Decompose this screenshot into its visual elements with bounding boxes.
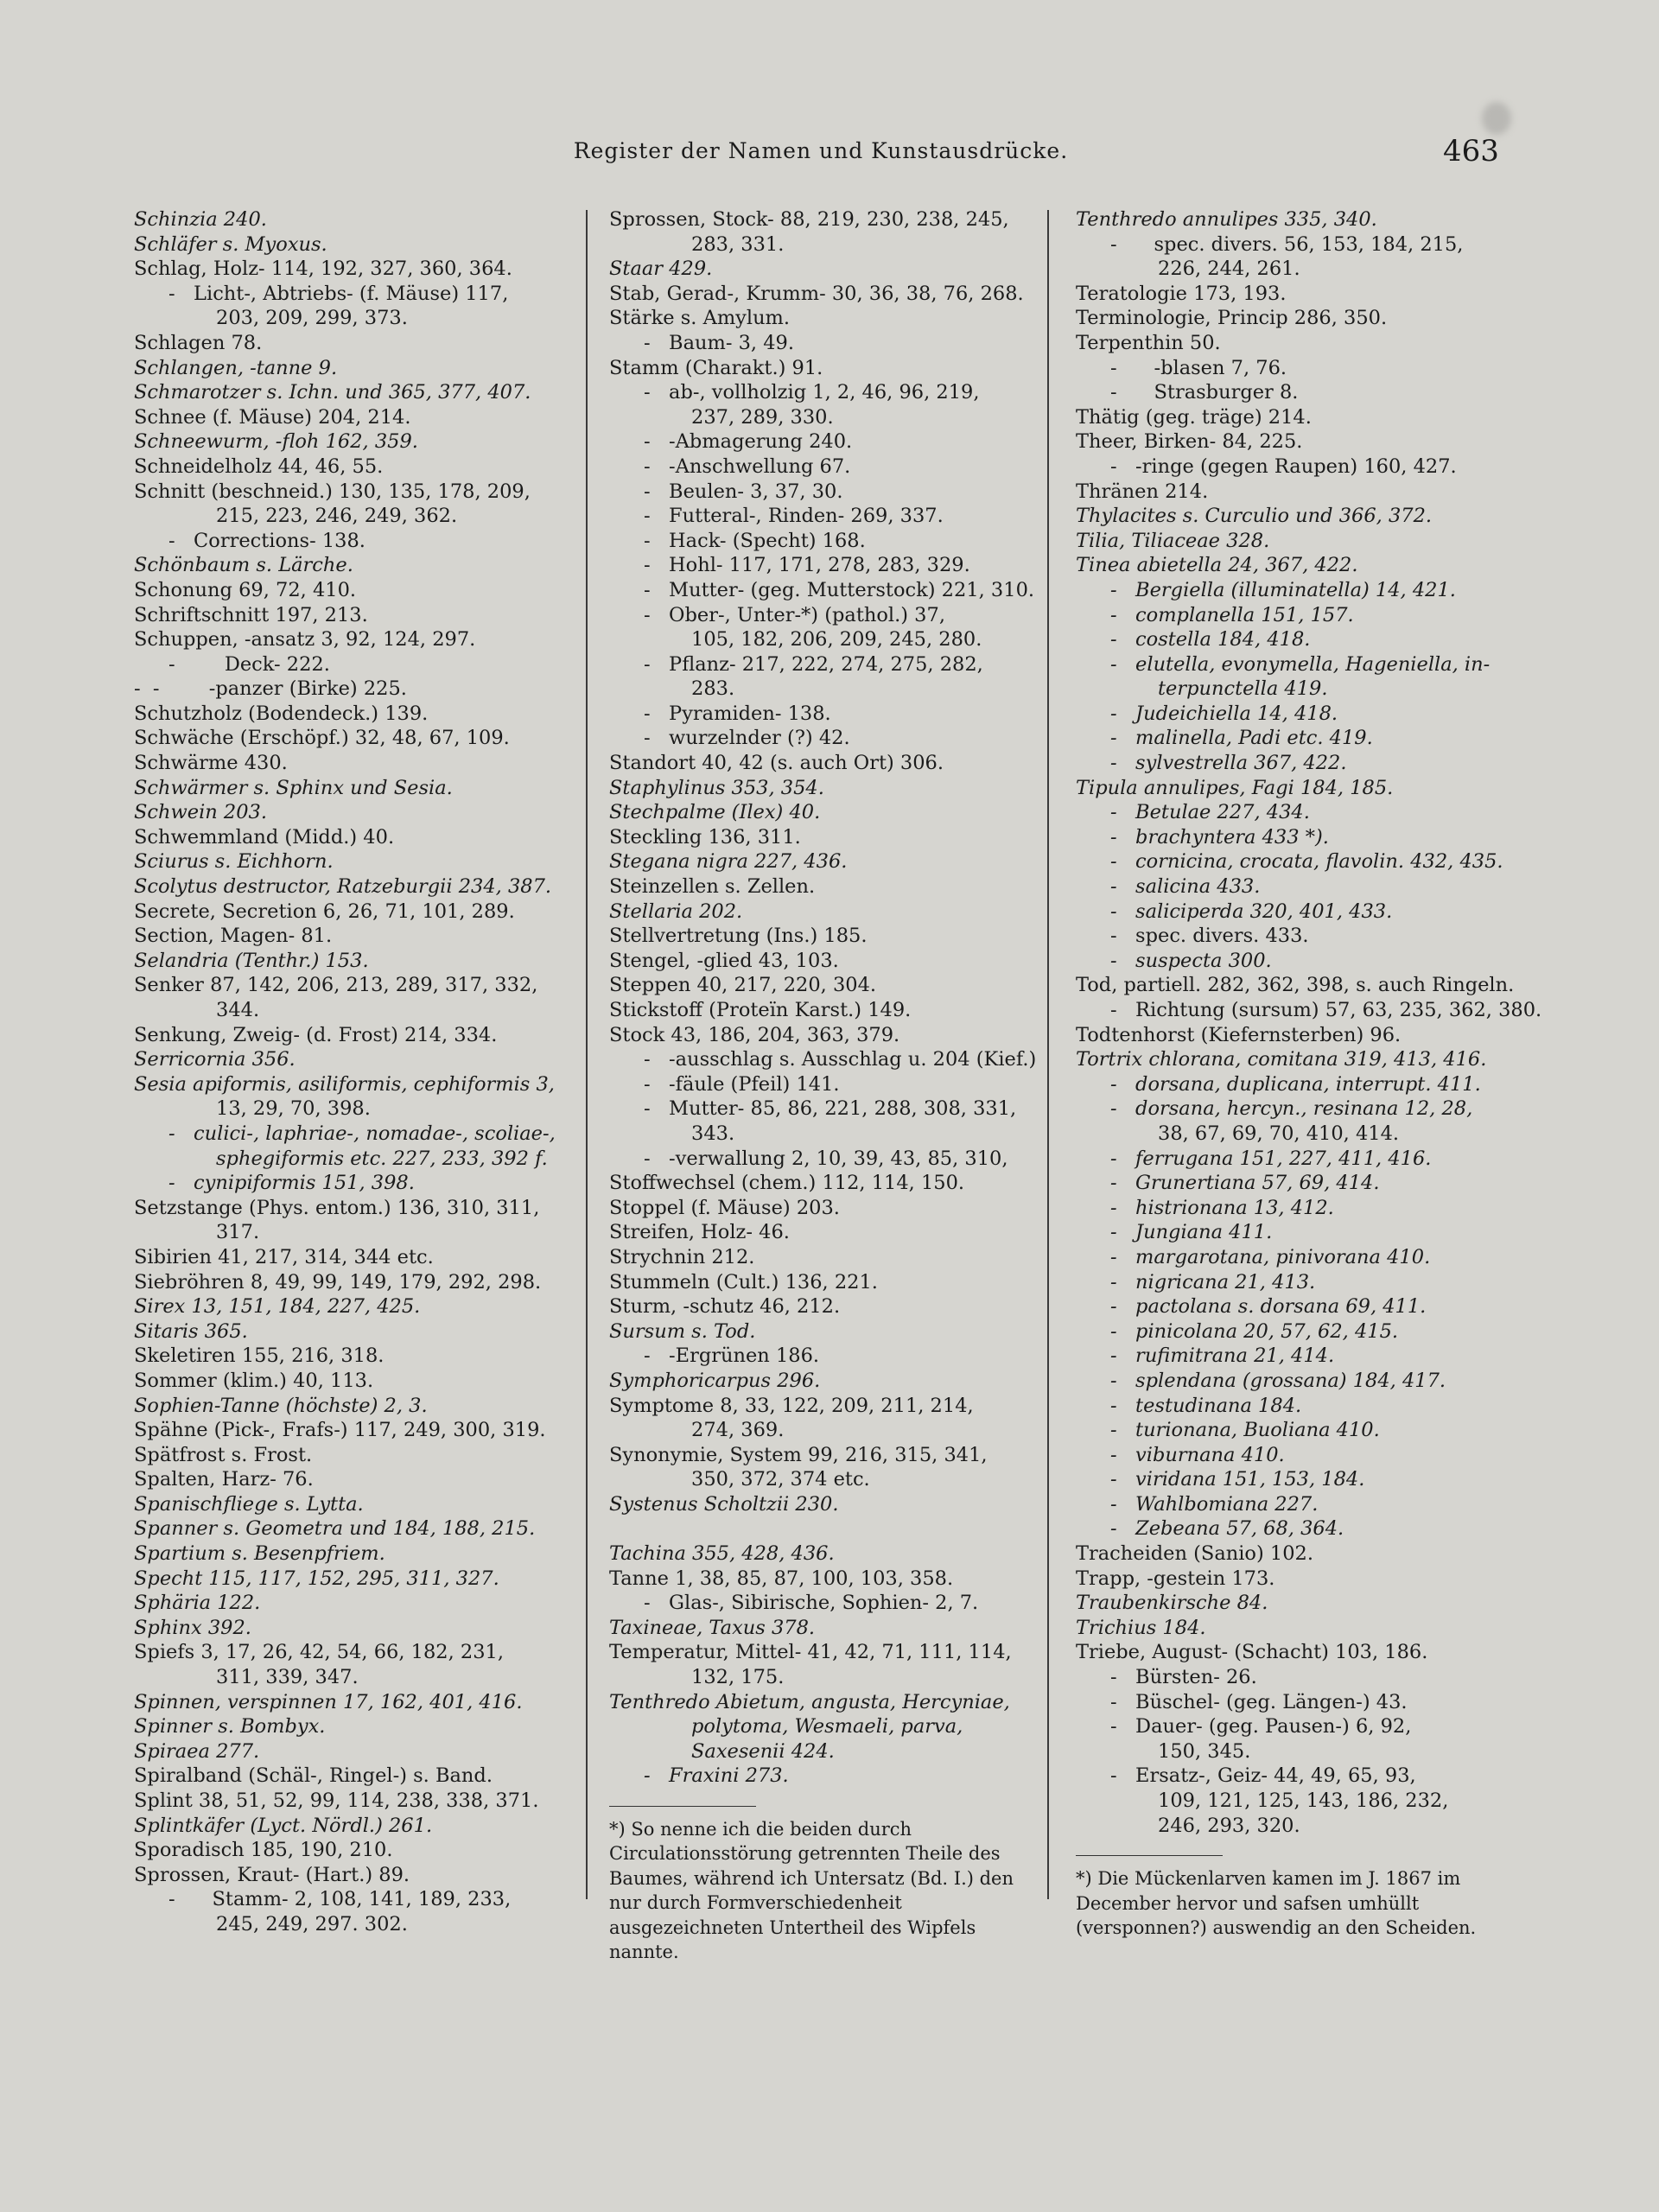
index-entry: Streifen, Holz- 46. (609, 1221, 790, 1244)
index-entry: Schwärmer s. Sphinx und Sesia. (134, 776, 453, 799)
index-entry: Stärke s. Amylum. (609, 307, 791, 330)
index-entry: - wurzelnder (?) 42. (644, 727, 850, 750)
index-entry: Schwemmland (Midd.) 40. (134, 825, 395, 849)
index-entry: - pinicolana 20, 57, 62, 415. (1110, 1319, 1399, 1343)
index-entry: - histrionana 13, 412. (1110, 1196, 1334, 1219)
index-entry: - malinella, Padi etc. 419. (1110, 727, 1373, 750)
index-entry: Sciurus s. Eichhorn. (134, 850, 334, 874)
index-entry: - -Ergrünen 186. (644, 1344, 820, 1368)
ink-stain (1482, 102, 1511, 135)
index-entry: Schneidelholz 44, 46, 55. (134, 454, 384, 478)
index-entry: Spanischfliege s. Lytta. (134, 1492, 364, 1516)
index-column-1 (134, 207, 570, 1937)
index-entry: 38, 67, 69, 70, 410, 414. (1158, 1122, 1400, 1145)
index-entry: - costella 184, 418. (1110, 628, 1311, 652)
footnote: *) Die Mückenlarven kamen im J. 1867 im December hervor und safsen umhüllt (versponnen?) auswendig an den Scheiden. (1076, 1868, 1477, 1938)
index-entry: Stoffwechsel (chem.) 112, 114, 150. (609, 1172, 965, 1195)
index-entry: terpunctella 419. (1158, 677, 1328, 701)
index-entry: - cynipiformis 151, 398. (168, 1172, 415, 1195)
index-entry: - Stamm- 2, 108, 141, 189, 233, (168, 1888, 512, 1911)
index-entry: Steppen 40, 217, 220, 304. (609, 974, 877, 997)
index-entry: Systenus Scholtzii 230. (609, 1492, 839, 1516)
index-entry: 311, 339, 347. (216, 1666, 359, 1689)
index-entry: - Büschel- (geg. Längen-) 43. (1110, 1690, 1408, 1713)
index-entry: Section, Magen- 81. (134, 925, 333, 948)
index-entry: 283, 331. (691, 232, 785, 256)
index-entry: Schwein 203. (134, 801, 268, 824)
index-entry: Temperatur, Mittel- 41, 42, 71, 111, 114, (609, 1641, 1012, 1664)
index-entry: Terminologie, Princip 286, 350. (1076, 307, 1388, 330)
index-entry: Sphinx 392. (134, 1616, 251, 1639)
index-entry: Sturm, -schutz 46, 212. (609, 1295, 841, 1319)
index-entry: Strychnin 212. (609, 1245, 755, 1268)
index-entry: - saliciperda 320, 401, 433. (1110, 899, 1393, 923)
index-entry: - viburnana 410. (1110, 1443, 1285, 1466)
index-entry: Tipula annulipes, Fagi 184, 185. (1076, 776, 1394, 799)
index-entry: Symptome 8, 33, 122, 209, 211, 214, (609, 1394, 974, 1417)
index-entry: 343. (691, 1122, 735, 1145)
index-entry: - viridana 151, 153, 184. (1110, 1468, 1365, 1491)
index-entry: - complanella 151, 157. (1110, 603, 1354, 626)
index-entry: - -Abmagerung 240. (644, 430, 853, 454)
index-entry: 344. (216, 999, 260, 1021)
index-entry: - brachyntera 433 *). (1110, 825, 1329, 849)
index-entry: - spec. divers. 433. (1110, 925, 1309, 948)
index-entry: Sirex 13, 151, 184, 227, 425. (134, 1295, 421, 1319)
index-entry: Stechpalme (Ilex) 40. (609, 801, 821, 824)
index-entry: 245, 249, 297. 302. (216, 1912, 408, 1936)
index-entry: Schinzia 240. (134, 208, 267, 231)
index-entry: - - -panzer (Birke) 225. (134, 677, 407, 701)
index-entry: Stoppel (f. Mäuse) 203. (609, 1196, 840, 1219)
index-entry: Skeletiren 155, 216, 318. (134, 1344, 385, 1368)
index-entry: - Pyramiden- 138. (644, 702, 831, 725)
index-entry: - Wahlbomiana 227. (1110, 1492, 1319, 1516)
index-entry: - Strasburger 8. (1110, 381, 1299, 404)
index-entry: Schuppen, -ansatz 3, 92, 124, 297. (134, 628, 476, 652)
index-entry: Spiefs 3, 17, 26, 42, 54, 66, 182, 231, (134, 1641, 504, 1664)
index-entry: 132, 175. (691, 1666, 785, 1689)
index-entry: - Hohl- 117, 171, 278, 283, 329. (644, 554, 970, 577)
index-entry: - Ober-, Unter-*) (pathol.) 37, (644, 603, 945, 626)
index-entry: Schutzholz (Bodendeck.) 139. (134, 702, 429, 725)
index-entry: Specht 115, 117, 152, 295, 311, 327. (134, 1567, 499, 1590)
index-entry: Tracheiden (Sanio) 102. (1076, 1542, 1314, 1566)
index-entry: Senker 87, 142, 206, 213, 289, 317, 332, (134, 974, 538, 997)
blank-line (609, 1516, 1041, 1541)
index-entry: Spinner s. Bombyx. (134, 1715, 326, 1738)
index-entry: Schnitt (beschneid.) 130, 135, 178, 209, (134, 480, 531, 503)
index-entry: Schönbaum s. Lärche. (134, 554, 353, 577)
index-entry: sphegiformis etc. 227, 233, 392 f. (216, 1147, 548, 1170)
index-entry: - salicina 433. (1110, 875, 1261, 899)
index-entry: polytoma, Wesmaeli, parva, (691, 1715, 963, 1738)
index-entry: - Bergiella (illuminatella) 14, 421. (1110, 578, 1456, 601)
index-column-3 (1076, 207, 1542, 1940)
index-entry: Tod, partiell. 282, 362, 398, s. auch Ringeln. (1076, 974, 1515, 997)
index-entry: - Grunertiana 57, 69, 414. (1110, 1172, 1380, 1195)
index-entry: Theer, Birken- 84, 225. (1076, 430, 1303, 454)
index-entry: - elutella, evonymella, Hageniella, in- (1110, 652, 1491, 676)
index-entry: Teratologie 173, 193. (1076, 282, 1287, 305)
index-entry: Stab, Gerad-, Krumm- 30, 36, 38, 76, 268. (609, 282, 1024, 305)
index-entry: - Mutter- (geg. Mutterstock) 221, 310. (644, 578, 1035, 601)
index-entry: Stengel, -glied 43, 103. (609, 949, 839, 972)
index-entry: - Dauer- (geg. Pausen-) 6, 92, (1110, 1715, 1412, 1738)
index-entry: - Baum- 3, 49. (644, 331, 794, 354)
index-entry: Stickstoff (Proteïn Karst.) 149. (609, 999, 912, 1021)
index-entry: Trapp, -gestein 173. (1076, 1567, 1275, 1590)
index-entry: Stegana nigra 227, 436. (609, 850, 848, 874)
index-entry: Schlangen, -tanne 9. (134, 356, 338, 379)
index-entry: Steinzellen s. Zellen. (609, 875, 816, 899)
index-entry: Schnee (f. Mäuse) 204, 214. (134, 405, 411, 429)
index-entry: - testudinana 184. (1110, 1394, 1302, 1417)
index-entry: 109, 121, 125, 143, 186, 232, (1158, 1789, 1449, 1812)
index-entry: - turionana, Buoliana 410. (1110, 1419, 1380, 1442)
index-entry: Stamm (Charakt.) 91. (609, 356, 823, 379)
index-entry: - -ausschlag s. Ausschlag u. 204 (Kief.) (644, 1048, 1037, 1071)
index-entry: Scolytus destructor, Ratzeburgii 234, 387. (134, 875, 552, 899)
index-entry: Thränen 214. (1076, 480, 1209, 503)
index-entry: Spätfrost s. Frost. (134, 1443, 313, 1466)
index-entry: Setzstange (Phys. entom.) 136, 310, 311, (134, 1196, 540, 1219)
index-entry: - sylvestrella 367, 422. (1110, 752, 1347, 775)
index-entry: - Hack- (Specht) 168. (644, 529, 866, 552)
index-entry: Tenthredo annulipes 335, 340. (1076, 208, 1377, 231)
index-entry: Traubenkirsche 84. (1076, 1592, 1268, 1615)
index-entry: Tilia, Tiliaceae 328. (1076, 529, 1270, 552)
index-entry: - Futteral-, Rinden- 269, 337. (644, 505, 944, 528)
index-entry: Spalten, Harz- 76. (134, 1468, 314, 1491)
index-entry: 246, 293, 320. (1158, 1814, 1300, 1837)
index-entry: - ab-, vollholzig 1, 2, 46, 96, 219, (644, 381, 980, 404)
index-entry: Thätig (geg. träge) 214. (1076, 405, 1312, 429)
index-entry: Sophien-Tanne (höchste) 2, 3. (134, 1394, 428, 1417)
index-entry: Spanner s. Geometra und 184, 188, 215. (134, 1517, 536, 1541)
index-entry: - Fraxini 273. (644, 1764, 789, 1788)
index-entry: 150, 345. (1158, 1739, 1251, 1763)
index-entry: - Beulen- 3, 37, 30. (644, 480, 843, 503)
index-entry: - nigricana 21, 413. (1110, 1270, 1316, 1294)
index-entry: - -ringe (gegen Raupen) 160, 427. (1110, 454, 1457, 478)
index-entry: Sitaris 365. (134, 1319, 248, 1343)
index-entry: Symphoricarpus 296. (609, 1369, 821, 1392)
index-entry: - Pflanz- 217, 222, 274, 275, 282, (644, 652, 983, 676)
index-entry: Schlagen 78. (134, 331, 263, 354)
index-column-2 (609, 207, 1041, 1964)
page-number: 463 (1443, 134, 1499, 168)
index-entry: Stummeln (Cult.) 136, 221. (609, 1270, 878, 1294)
index-entry: Sprossen, Kraut- (Hart.) 89. (134, 1863, 410, 1886)
index-entry: Triebe, August- (Schacht) 103, 186. (1076, 1641, 1428, 1664)
index-entry: Senkung, Zweig- (d. Frost) 214, 334. (134, 1023, 498, 1046)
index-entry: Tenthredo Abietum, angusta, Hercyniae, (609, 1690, 1010, 1713)
index-entry: Siebröhren 8, 49, 99, 149, 179, 292, 298. (134, 1270, 542, 1294)
index-entry: - -fäule (Pfeil) 141. (644, 1072, 840, 1096)
index-entry: Tortrix chlorana, comitana 319, 413, 416. (1076, 1048, 1487, 1071)
column-rule-left (586, 210, 588, 1899)
footnote-rule (1076, 1855, 1223, 1856)
index-entry: - rufimitrana 21, 414. (1110, 1344, 1335, 1368)
index-entry: - pactolana s. dorsana 69, 411. (1110, 1295, 1427, 1319)
index-entry: - Richtung (sursum) 57, 63, 235, 362, 380. (1110, 999, 1542, 1021)
index-entry: - Glas-, Sibirische, Sophien- 2, 7. (644, 1592, 979, 1615)
index-entry: 317. (216, 1221, 260, 1244)
index-entry: - Zebeana 57, 68, 364. (1110, 1517, 1344, 1541)
index-entry: - suspecta 300. (1110, 949, 1272, 972)
index-entry: - -blasen 7, 76. (1110, 356, 1287, 379)
index-entry: Sprossen, Stock- 88, 219, 230, 238, 245, (609, 208, 1009, 231)
index-entry: Thylacites s. Curculio und 366, 372. (1076, 505, 1433, 528)
index-entry: Terpenthin 50. (1076, 331, 1221, 354)
index-entry: Saxesenii 424. (691, 1739, 835, 1763)
index-entry: Synonymie, System 99, 216, 315, 341, (609, 1443, 988, 1466)
index-entry: Spiralband (Schäl-, Ringel-) s. Band. (134, 1764, 493, 1788)
index-entry: 237, 289, 330. (691, 405, 834, 429)
index-entry: - ferrugana 151, 227, 411, 416. (1110, 1147, 1432, 1170)
index-entry: - margarotana, pinivorana 410. (1110, 1245, 1431, 1268)
index-entry: Splint 38, 51, 52, 99, 114, 238, 338, 371. (134, 1789, 539, 1812)
index-entry: Staphylinus 353, 354. (609, 776, 824, 799)
index-entry: 13, 29, 70, 398. (216, 1097, 371, 1121)
index-entry: Tachina 355, 428, 436. (609, 1542, 835, 1566)
index-entry: Sursum s. Tod. (609, 1319, 756, 1343)
index-entry: 215, 223, 246, 249, 362. (216, 505, 458, 528)
index-entry: Tanne 1, 38, 85, 87, 100, 103, 358. (609, 1567, 954, 1590)
index-entry: Tinea abietella 24, 367, 422. (1076, 554, 1358, 577)
column-rule-right (1047, 210, 1049, 1899)
index-entry: Schmarotzer s. Ichn. und 365, 377, 407. (134, 381, 531, 404)
index-entry: Spinnen, verspinnen 17, 162, 401, 416. (134, 1690, 523, 1713)
index-entry: Taxineae, Taxus 378. (609, 1616, 816, 1639)
index-entry: Schneewurm, -floh 162, 359. (134, 430, 418, 454)
index-entry: - Licht-, Abtriebs- (f. Mäuse) 117, (168, 282, 509, 305)
index-entry: Stellaria 202. (609, 899, 743, 923)
index-entry: Sibirien 41, 217, 314, 344 etc. (134, 1245, 434, 1268)
index-entry: - culici-, laphriae-, nomadae-, scoliae-, (168, 1122, 556, 1145)
index-entry: 350, 372, 374 etc. (691, 1468, 870, 1491)
index-entry: Standort 40, 42 (s. auch Ort) 306. (609, 752, 944, 775)
index-entry: - Jungiana 411. (1110, 1221, 1273, 1244)
index-entry: Serricornia 356. (134, 1048, 296, 1071)
index-entry: - Bürsten- 26. (1110, 1666, 1257, 1689)
index-entry: Sporadisch 185, 190, 210. (134, 1839, 393, 1862)
index-entry: - -Anschwellung 67. (644, 454, 851, 478)
index-entry: 105, 182, 206, 209, 245, 280. (691, 628, 982, 652)
index-entry: - dorsana, hercyn., resinana 12, 28, (1110, 1097, 1473, 1121)
footnote-rule (609, 1806, 756, 1807)
index-entry: - Mutter- 85, 86, 221, 288, 308, 331, (644, 1097, 1017, 1121)
index-entry: Schriftschnitt 197, 213. (134, 603, 368, 626)
index-entry: Spartium s. Besenpfriem. (134, 1542, 385, 1566)
running-header: Register der Namen und Kunstausdrücke. (573, 138, 1069, 163)
index-entry: Sommer (klim.) 40, 113. (134, 1369, 374, 1392)
index-entry: Trichius 184. (1076, 1616, 1206, 1639)
index-entry: - Corrections- 138. (168, 529, 365, 552)
index-entry: - Ersatz-, Geiz- 44, 49, 65, 93, (1110, 1764, 1416, 1788)
index-entry: Todtenhorst (Kiefernsterben) 96. (1076, 1023, 1402, 1046)
index-entry: - splendana (grossana) 184, 417. (1110, 1369, 1446, 1392)
index-entry: Schonung 69, 72, 410. (134, 578, 357, 601)
index-entry: Schwäche (Erschöpf.) 32, 48, 67, 109. (134, 727, 510, 750)
index-entry: 203, 209, 299, 373. (216, 307, 408, 330)
index-entry: 274, 369. (691, 1419, 785, 1442)
index-entry: Secrete, Secretion 6, 26, 71, 101, 289. (134, 899, 515, 923)
index-entry: 226, 244, 261. (1158, 257, 1300, 281)
index-entry: Selandria (Tenthr.) 153. (134, 949, 369, 972)
footnote: *) So nenne ich die beiden durch Circulationsstörung getrennten Theile des Baumes, während ich Untersatz (Bd. I.) den nur durch Formverschiedenheit ausgezeichneten Untertheil des Wipfels nannte. (609, 1819, 1014, 1963)
index-entry: Spähne (Pick-, Frafs-) 117, 249, 300, 319. (134, 1419, 546, 1442)
index-entry: - Betulae 227, 434. (1110, 801, 1310, 824)
index-entry: - cornicina, crocata, flavolin. 432, 435. (1110, 850, 1503, 874)
index-entry: - -verwallung 2, 10, 39, 43, 85, 310, (644, 1147, 1008, 1170)
index-entry: Schlag, Holz- 114, 192, 327, 360, 364. (134, 257, 512, 281)
index-entry: Stellvertretung (Ins.) 185. (609, 925, 868, 948)
index-entry: Steckling 136, 311. (609, 825, 801, 849)
index-entry: Stock 43, 186, 204, 363, 379. (609, 1023, 900, 1046)
index-entry: Sphäria 122. (134, 1592, 261, 1615)
index-entry: Spiraea 277. (134, 1739, 260, 1763)
index-entry: - Judeichiella 14, 418. (1110, 702, 1338, 725)
index-entry: Schläfer s. Myoxus. (134, 232, 327, 256)
index-entry: Staar 429. (609, 257, 713, 281)
index-entry: Schwärme 430. (134, 752, 288, 775)
index-entry: Splintkäfer (Lyct. Nördl.) 261. (134, 1814, 433, 1837)
index-entry: - Deck- 222. (168, 652, 330, 676)
index-entry: 283. (691, 677, 735, 701)
index-entry: - spec. divers. 56, 153, 184, 215, (1110, 232, 1464, 256)
index-entry: Sesia apiformis, asiliformis, cephiformis 3, (134, 1072, 555, 1096)
index-entry: - dorsana, duplicana, interrupt. 411. (1110, 1072, 1481, 1096)
